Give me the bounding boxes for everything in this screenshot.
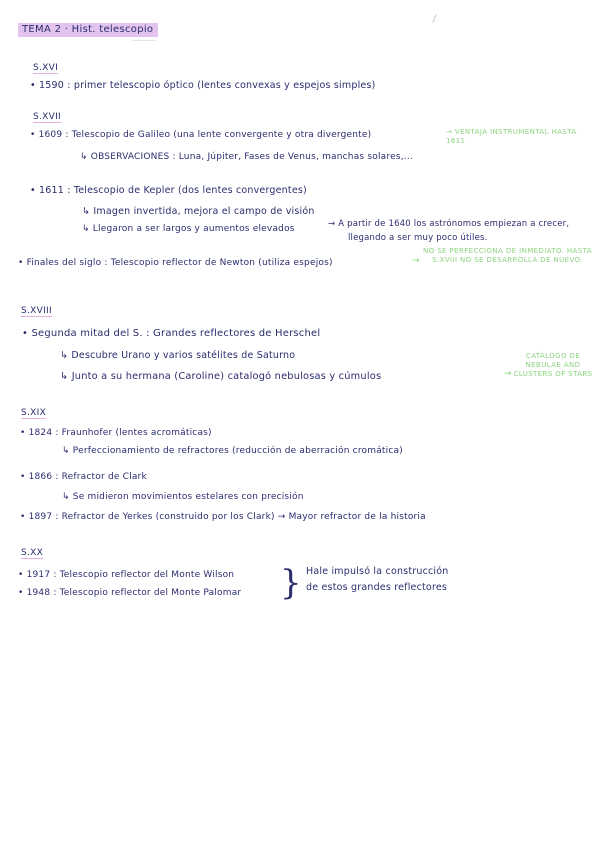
pen-mark [432, 14, 436, 23]
section-heading-s18: S.XVIII [21, 306, 52, 316]
entry-1824-refractors: ↳ Perfeccionamiento de refractores (reducción de aberración cromática) [62, 446, 403, 456]
note-hale-1: Hale impulsó la construcción [306, 566, 449, 577]
entry-1611-image: ↳ Imagen invertida, mejora el campo de visión [82, 206, 315, 217]
entry-1609: • 1609 : Telescopio de Galileo (una lente convergente y otra divergente) [30, 130, 372, 140]
note-galileo-advantage: → VENTAJA INSTRUMENTAL HASTA 1611 [446, 128, 577, 145]
entry-1866-measurements: ↳ Se midieron movimientos estelares con precisión [62, 492, 304, 502]
entry-1866: • 1866 : Refractor de Clark [20, 472, 147, 482]
page-title: TEMA 2 · Hist. telescopio [18, 23, 158, 37]
entry-herschel-catalog: ↳ Junto a su hermana (Caroline) catalogó nebulosas y cúmulos [60, 371, 382, 382]
herschel-arrow: → [504, 369, 512, 379]
grouping-brace: } [280, 563, 302, 603]
entry-newton: • Finales del siglo : Telescopio reflector de Newton (utiliza espejos) [18, 258, 333, 268]
entry-1611-note-b: llegando a ser muy poco útiles. [348, 233, 488, 243]
newton-arrow: → [412, 256, 420, 266]
entry-1917: • 1917 : Telescopio reflector del Monte Wilson [18, 570, 235, 580]
entry-1609-observations: ↳ OBSERVACIONES : Luna, Júpiter, Fases de Venus, manchas solares,... [80, 152, 413, 162]
entry-1824: • 1824 : Fraunhofer (lentes acromáticas) [20, 428, 212, 438]
entry-1590: • 1590 : primer telescopio óptico (lentes convexas y espejos simples) [30, 80, 376, 91]
entry-1897: • 1897 : Refractor de Yerkes (construido por los Clark) → Mayor refractor de la historia [20, 512, 426, 522]
section-heading-s20: S.XX [21, 548, 44, 558]
faint-dash [132, 40, 156, 41]
note-newton-development: NO SE PERFECCIONA DE INMEDIATO. HASTA S.XVIII NO SE DESARROLLA DE NUEVO. [423, 247, 592, 264]
note-herschel-catalog: CATÁLOGO DE NEBULAE AND CLUSTERS OF STARS [513, 352, 593, 378]
entry-1611: • 1611 : Telescopio de Kepler (dos lentes convergentes) [30, 185, 307, 196]
note-hale-2: de estos grandes reflectores [306, 582, 448, 593]
entry-1948: • 1948 : Telescopio reflector del Monte Palomar [18, 588, 242, 598]
entry-herschel-uranus: ↳ Descubre Urano y varios satélites de Saturno [60, 350, 296, 361]
section-heading-s16: S.XVI [33, 63, 59, 73]
entry-1611-length: ↳ Llegaron a ser largos y aumentos elevados [82, 224, 295, 234]
section-heading-s19: S.XIX [21, 408, 47, 418]
section-heading-s17: S.XVII [33, 112, 62, 122]
entry-1611-note-a: → A partir de 1640 los astrónomos empiezan a crecer, [328, 219, 570, 229]
entry-herschel: • Segunda mitad del S. : Grandes reflectores de Herschel [22, 328, 321, 339]
